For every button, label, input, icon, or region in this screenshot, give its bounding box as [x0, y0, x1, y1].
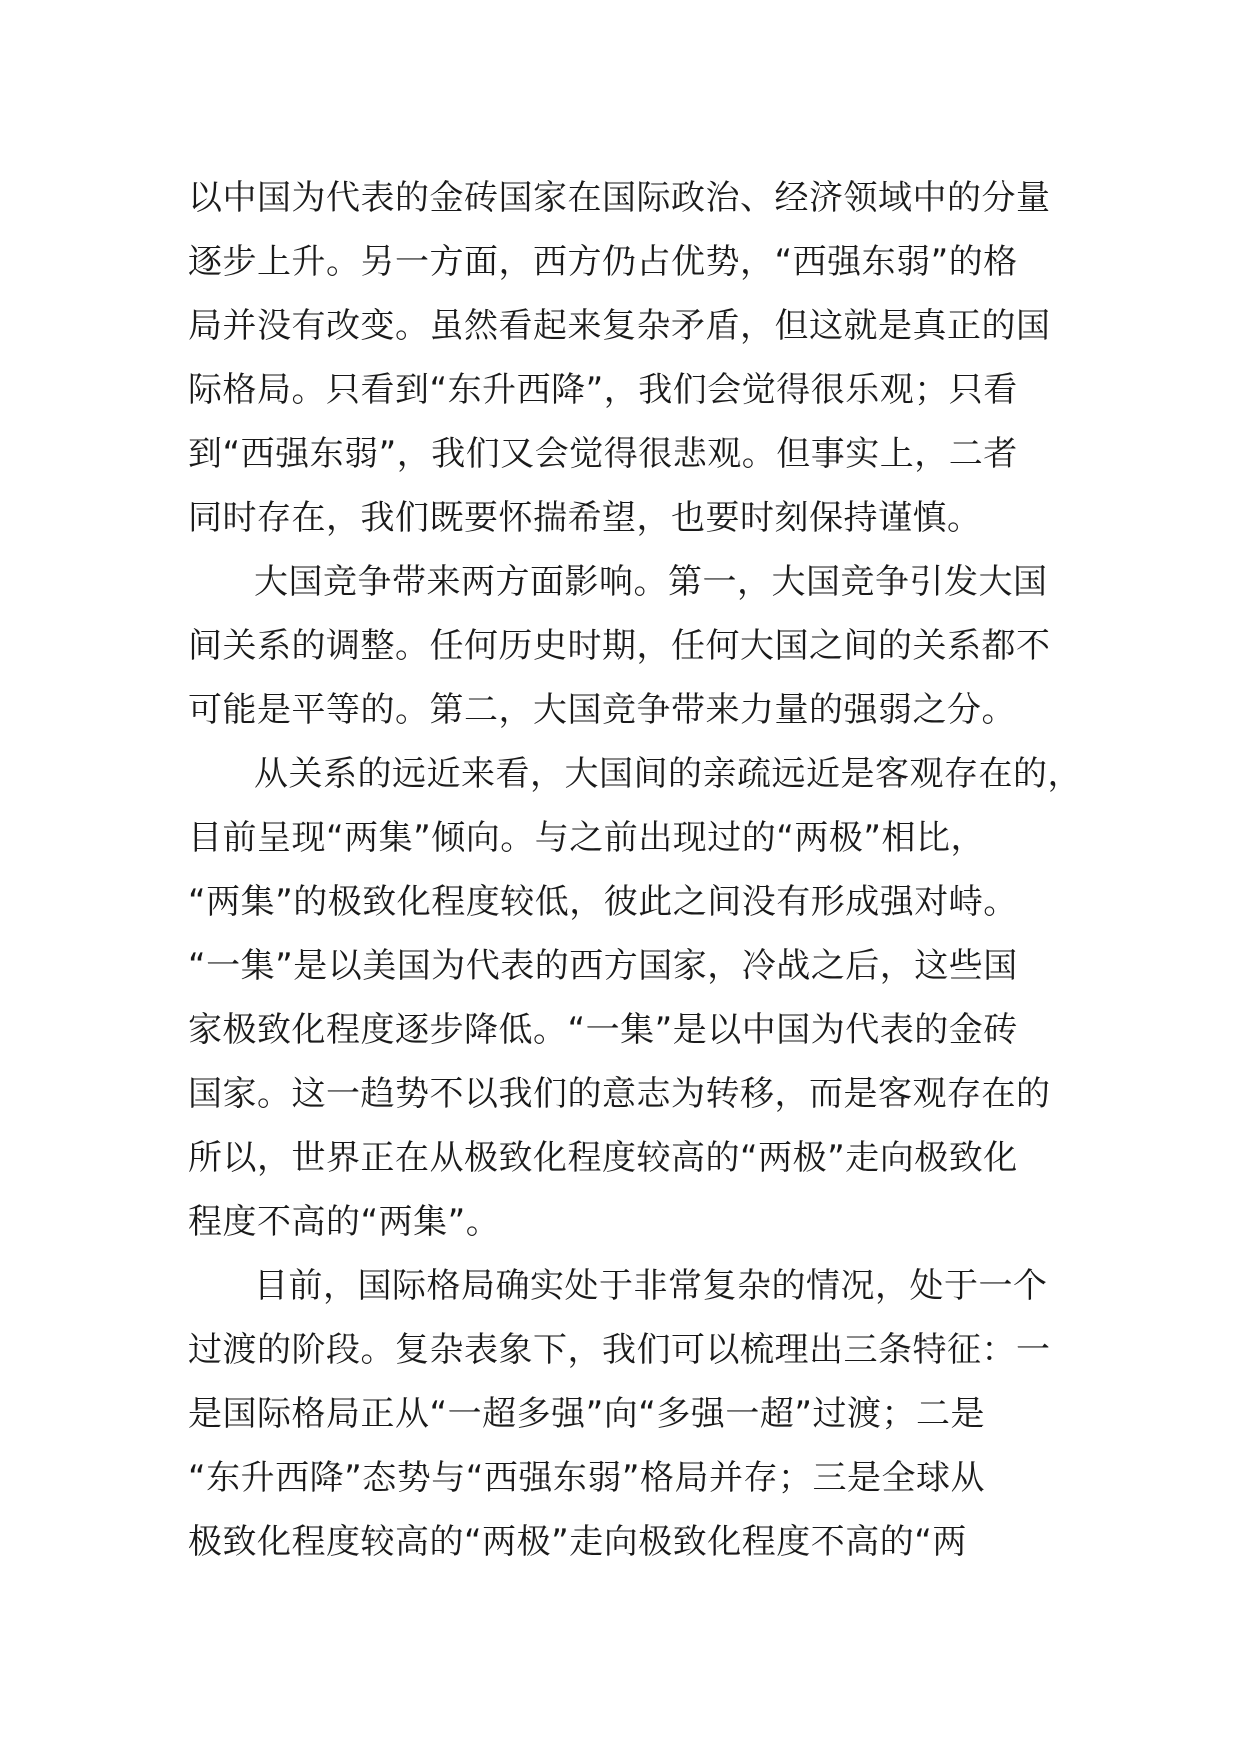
text-line: 所以，世界正在从极致化程度较高的“两极”走向极致化 — [188, 1138, 1018, 1178]
text-line: “东升西降”态势与“西强东弱”格局并存；三是全球从 — [188, 1458, 985, 1498]
document-body — [188, 166, 1088, 1574]
text-line: 是国际格局正从“一超多强”向“多强一超”过渡；二是 — [188, 1394, 985, 1434]
text-line: 逐步上升。另一方面，西方仍占优势，“西强东弱”的格 — [188, 242, 1018, 282]
paragraph — [188, 550, 1088, 742]
paragraph — [188, 1254, 1088, 1574]
paragraph — [188, 166, 1088, 550]
text-line: 目前，国际格局确实处于非常复杂的情况，处于一个 — [254, 1266, 1048, 1306]
text-line: 间关系的调整。任何历史时期，任何大国之间的关系都不 — [188, 626, 1051, 666]
text-line: 国家。这一趋势不以我们的意志为转移，而是客观存在的 — [188, 1074, 1051, 1114]
text-line: 到“西强东弱”，我们又会觉得很悲观。但事实上，二者 — [188, 434, 1018, 474]
text-line: 局并没有改变。虽然看起来复杂矛盾，但这就是真正的国 — [188, 306, 1051, 346]
text-line: 程度不高的“两集”。 — [188, 1202, 501, 1242]
text-line: “两集”的极致化程度较低，彼此之间没有形成强对峙。 — [188, 882, 1018, 922]
text-line: “一集”是以美国为代表的西方国家，冷战之后，这些国 — [188, 946, 1018, 986]
text-line: 从关系的远近来看，大国间的亲疏远近是客观存在的， — [254, 754, 1082, 794]
text-line: 目前呈现“两集”倾向。与之前出现过的“两极”相比， — [188, 818, 985, 858]
text-line: 际格局。只看到“东升西降”，我们会觉得很乐观；只看 — [188, 370, 1018, 410]
text-line: 同时存在，我们既要怀揣希望，也要时刻保持谨慎。 — [188, 498, 982, 538]
text-line: 可能是平等的。第二，大国竞争带来力量的强弱之分。 — [188, 690, 1016, 730]
text-line: 以中国为代表的金砖国家在国际政治、经济领域中的分量 — [188, 178, 1051, 218]
text-line: 大国竞争带来两方面影响。第一，大国竞争引发大国 — [254, 562, 1048, 602]
paragraph — [188, 742, 1088, 1254]
text-line: 极致化程度较高的“两极”走向极致化程度不高的“两 — [188, 1522, 967, 1562]
text-line: 家极致化程度逐步降低。“一集”是以中国为代表的金砖 — [188, 1010, 1018, 1050]
text-line: 过渡的阶段。复杂表象下，我们可以梳理出三条特征：一 — [188, 1330, 1051, 1370]
